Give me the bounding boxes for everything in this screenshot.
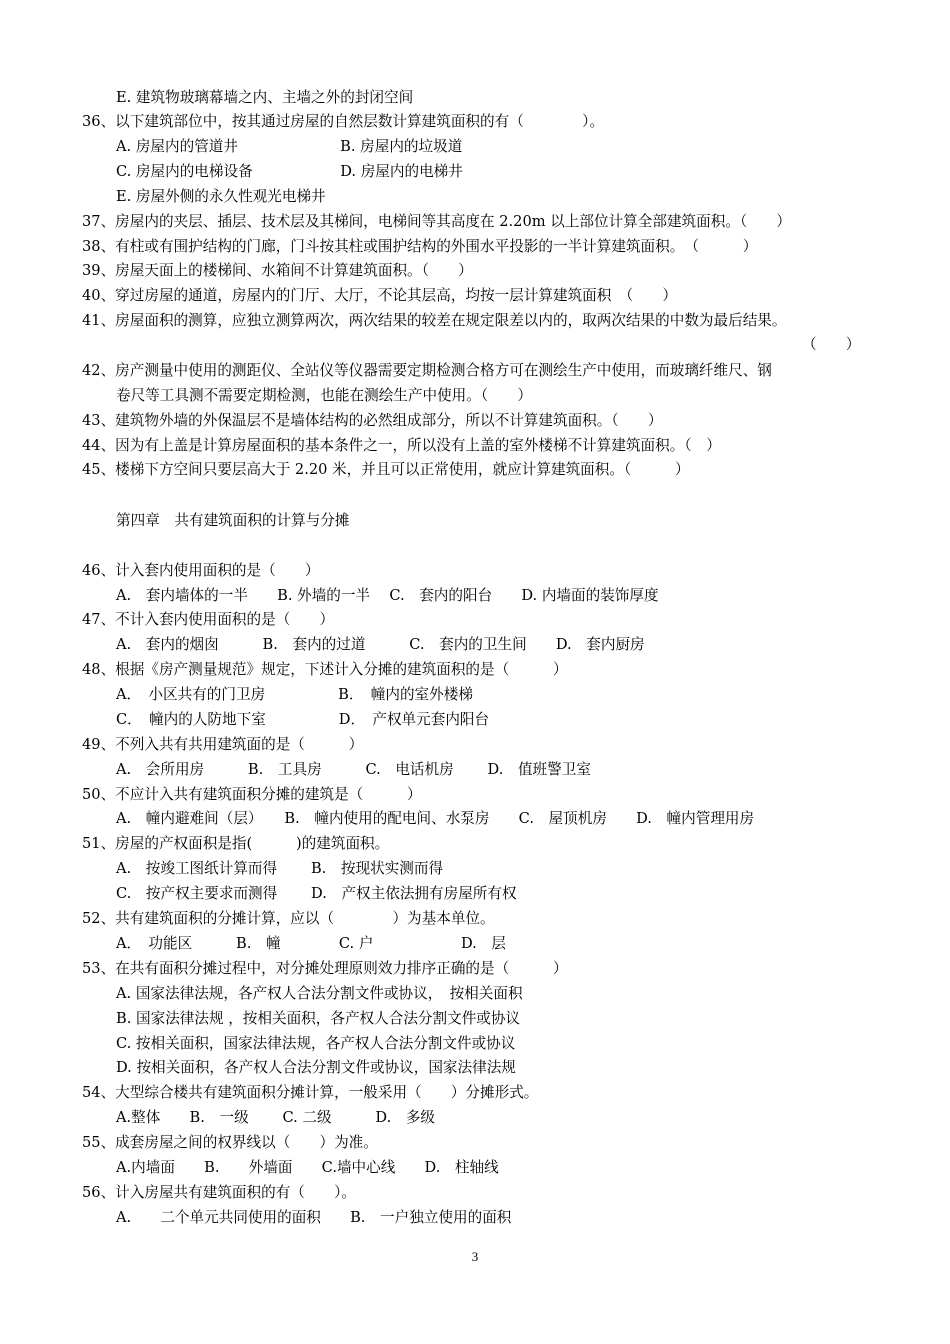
- text-line: （ ）: [802, 336, 861, 353]
- text-line: A. 会所用房 B. 工具房 C. 电话机房 D. 值班警卫室: [116, 761, 591, 778]
- text-line: 54、大型综合楼共有建筑面积分摊计算，一般采用（ ）分摊形式。: [82, 1084, 539, 1101]
- text-line: A． 小区共有的门卫房 B． 幢内的室外楼梯: [116, 686, 473, 703]
- text-line: 43、建筑物外墙的外保温层不是墙体结构的必然组成部分，所以不计算建筑面积。（ ）: [82, 412, 663, 429]
- text-line: 47、不计入套内使用面积的是（ ）: [82, 611, 335, 628]
- text-line: A.整体 B. 一级 C. 二级 D. 多级: [116, 1109, 436, 1126]
- text-line: A. 二个单元共同使用的面积 B. 一户独立使用的面积: [116, 1209, 512, 1226]
- text-line: 56、计入房屋共有建筑面积的有（ ）。: [82, 1184, 356, 1201]
- text-line: C. 按产权主要求而测得 D. 产权主依法拥有房屋所有权: [116, 885, 517, 902]
- text-line: 41、房屋面积的测算，应独立测算两次，两次结果的较差在规定限差以内的，取两次结果的中数为最后结果。: [82, 312, 787, 329]
- text-line: 42、房产测量中使用的测距仪、全站仪等仪器需要定期检测合格方可在测绘生产中使用，而玻璃纤维尺、钢: [82, 362, 772, 379]
- text-line: 40、穿过房屋的通道，房屋内的门厅、大厅，不论其层高，均按一层计算建筑面积 （ ）: [82, 287, 678, 304]
- text-line: 53、在共有面积分摊过程中，对分摊处理原则效力排序正确的是（ ）: [82, 960, 568, 977]
- text-line: A． 功能区 B. 幢 C. 户 D. 层: [116, 935, 507, 952]
- text-line: C. 房屋内的电梯设备 D. 房屋内的电梯井: [116, 163, 463, 180]
- text-line: 44、因为有上盖是计算房屋面积的基本条件之一，所以没有上盖的室外楼梯不计算建筑面积。（ ）: [82, 437, 721, 454]
- text-line: D. 按相关面积，各产权人合法分割文件或协议，国家法律法规: [116, 1059, 516, 1076]
- text-line: 45、楼梯下方空间只要层高大于 2.20 米，并且可以正常使用，就应计算建筑面积。（ ）: [82, 461, 690, 478]
- text-line: 37、房屋内的夹层、插层、技术层及其梯间，电梯间等其高度在 2.20m 以上部位计算全部建筑面积。（ ）: [82, 213, 792, 230]
- text-line: 38、有柱或有围护结构的门廊，门斗按其柱或围护结构的外围水平投影的一半计算建筑面积。 （ ）: [82, 238, 758, 255]
- text-line: A. 国家法律法规，各产权人合法分割文件或协议， 按相关面积: [116, 985, 523, 1002]
- text-line: C. 按相关面积，国家法律法规，各产权人合法分割文件或协议: [116, 1035, 516, 1052]
- text-line: A. 按竣工图纸计算而得 B. 按现状实测而得: [116, 860, 444, 877]
- text-line: A. 套内墙体的一半 B. 外墙的一半 C. 套内的阳台 D. 内墙面的装饰厚度: [116, 587, 659, 604]
- text-line: E. 建筑物玻璃幕墙之内、主墙之外的封闭空间: [116, 89, 414, 106]
- text-line: 49、不列入共有共用建筑面的是（ ）: [82, 736, 364, 753]
- text-line: 36、以下建筑部位中，按其通过房屋的自然层数计算建筑面积的有（ ）。: [82, 113, 605, 130]
- page-number: 3: [471, 1249, 479, 1264]
- text-line: 50、不应计入共有建筑面积分摊的建筑是（ ）: [82, 786, 422, 803]
- text-line: A.内墙面 B. 外墙面 C.墙中心线 D. 柱轴线: [116, 1159, 499, 1176]
- text-line: A. 幢内避难间（层） B. 幢内使用的配电间、水泵房 C. 屋顶机房 D. 幢内管理用房: [116, 810, 755, 827]
- text-line: 48、根据《房产测量规范》规定，下述计入分摊的建筑面积的是（ ）: [82, 661, 568, 678]
- text-line: 卷尺等工具测不需要定期检测，也能在测绘生产中使用。（ ）: [116, 387, 532, 404]
- text-line: B. 国家法律法规 ，按相关面积，各产权人合法分割文件或协议: [116, 1010, 521, 1027]
- text-line: 46、计入套内使用面积的是（ ）: [82, 562, 320, 579]
- text-line: 第四章 共有建筑面积的计算与分摊: [116, 512, 350, 529]
- text-line: 51、房屋的产权面积是指( )的建筑面积。: [82, 835, 390, 852]
- text-line: C． 幢内的人防地下室 D． 产权单元套内阳台: [116, 711, 490, 728]
- text-line: A. 套内的烟囱 B. 套内的过道 C. 套内的卫生间 D. 套内厨房: [116, 636, 645, 653]
- text-line: 52、共有建筑面积的分摊计算，应以（ ）为基本单位。: [82, 910, 495, 927]
- text-line: A. 房屋内的管道井 B. 房屋内的垃圾道: [116, 138, 463, 155]
- text-line: 39、房屋天面上的楼梯间、水箱间不计算建筑面积。（ ）: [82, 262, 473, 279]
- text-line: 55、成套房屋之间的权界线以（ ）为准。: [82, 1134, 378, 1151]
- text-line: E. 房屋外侧的永久性观光电梯井: [116, 188, 326, 205]
